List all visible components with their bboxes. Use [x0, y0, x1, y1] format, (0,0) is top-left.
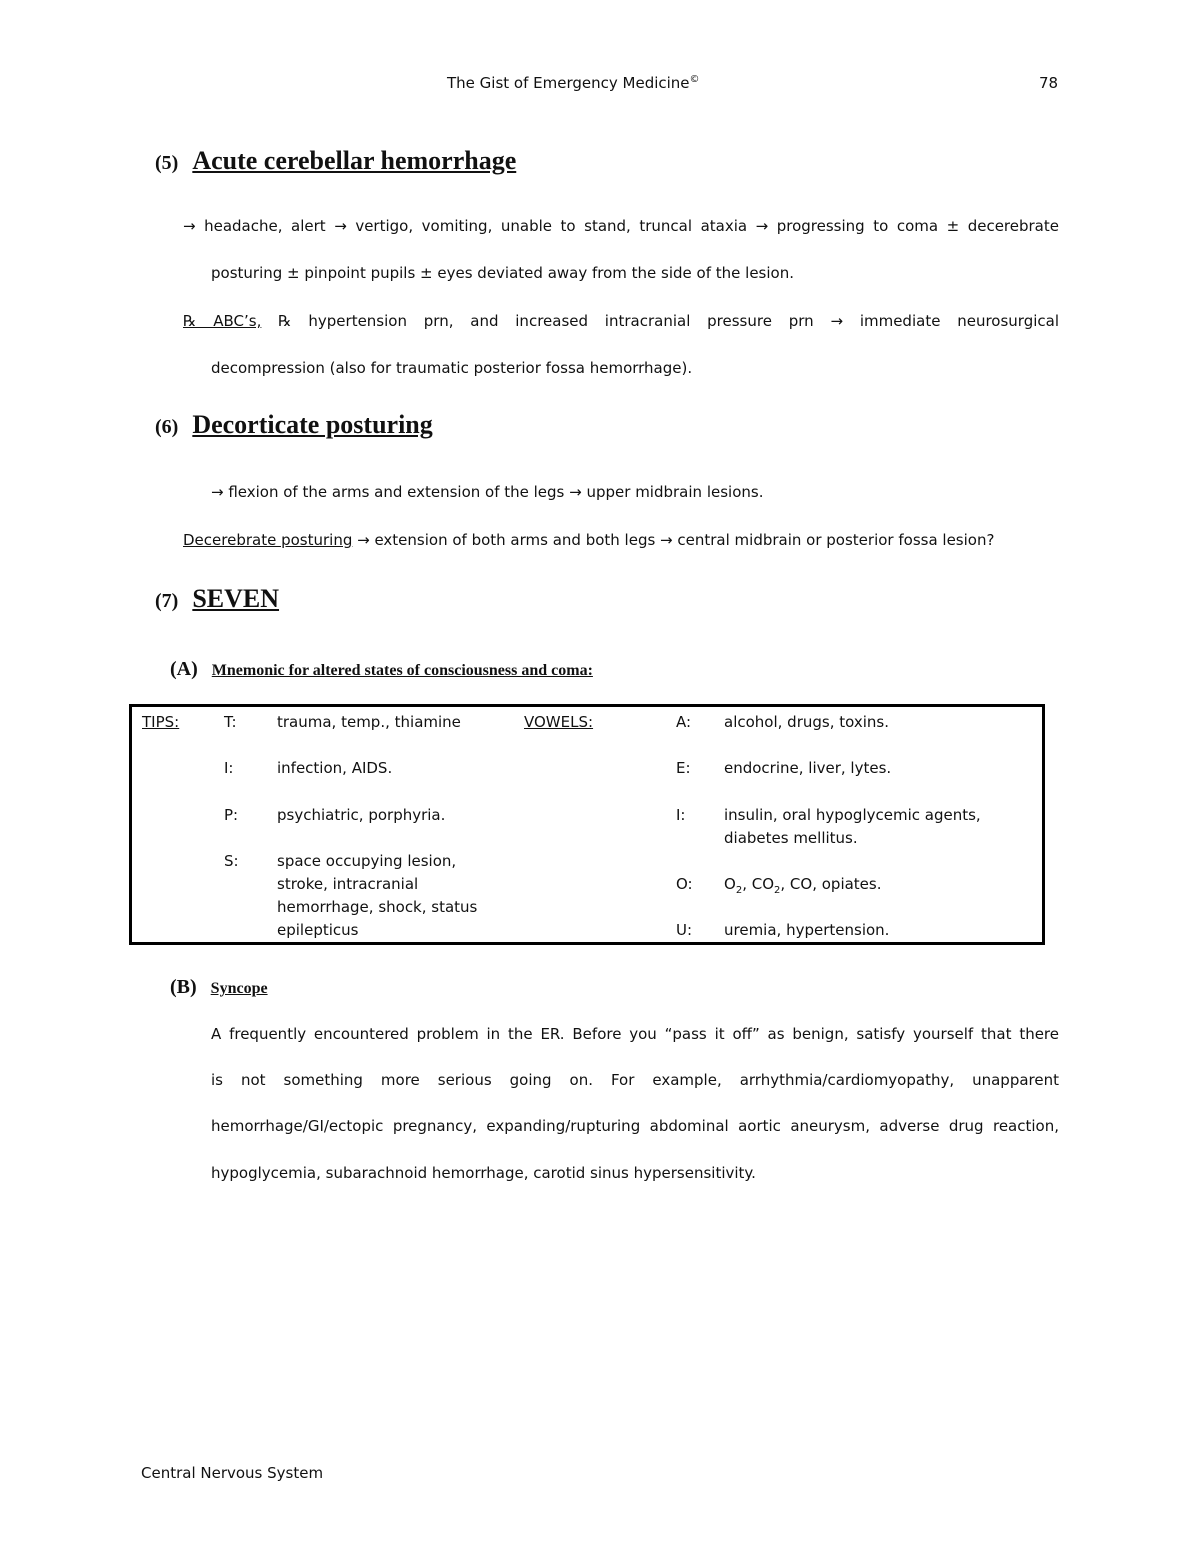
- subsection-number: (B): [170, 976, 197, 998]
- syncope-line-1: A frequently encountered problem in the ER. Before you “pass it off” as benign, satisfy yourself that there: [211, 1025, 1059, 1043]
- vowels-letter: O:: [676, 875, 693, 893]
- decerebrate-label: Decerebrate posturing: [183, 531, 353, 549]
- copyright-mark: ©: [689, 74, 700, 85]
- running-footer: Central Nervous System: [141, 1464, 324, 1482]
- tips-text: infection, AIDS.: [277, 759, 393, 777]
- section-title: Acute cerebellar hemorrhage: [192, 146, 517, 175]
- o2-o: O: [724, 875, 736, 893]
- vowels-letter: A:: [676, 713, 692, 731]
- s5-line-2: posturing ± pinpoint pupils ± eyes deviated away from the side of the lesion.: [211, 264, 794, 282]
- vowels-text: [724, 873, 1024, 902]
- vowels-text: alcohol, drugs, toxins.: [724, 713, 889, 731]
- tips-label: TIPS:: [142, 713, 180, 731]
- section-number: (6): [155, 416, 179, 438]
- s5-rx-line-1: [183, 311, 1059, 331]
- s5-line-1: → headache, alert → vertigo, vomiting, unable to stand, truncal ataxia → progressing to coma ± decerebrate: [183, 217, 1059, 235]
- s6-line-1: → flexion of the arms and extension of the legs → upper midbrain lesions.: [211, 483, 764, 501]
- header-title: The Gist of Emergency Medicine: [447, 74, 690, 92]
- decerebrate-rest: → extension of both arms and both legs → central midbrain or posterior fossa lesion?: [352, 531, 995, 549]
- vowels-letter: E:: [676, 759, 691, 777]
- subsection-a-heading: [170, 658, 593, 681]
- s5-rx-line-2: decompression (also for traumatic posterior fossa hemorrhage).: [211, 359, 693, 377]
- vowels-text: insulin, oral hypoglycemic agents, diabetes mellitus.: [724, 806, 981, 847]
- section-7-heading: [155, 584, 279, 614]
- tips-letter: S:: [224, 852, 239, 870]
- tips-letter: T:: [224, 713, 237, 731]
- section-title: SEVEN: [192, 584, 280, 613]
- tips-text: space occupying lesion, stroke, intracranial hemorrhage, shock, status epilepticus: [277, 852, 478, 939]
- vowels-letter: U:: [676, 921, 693, 939]
- syncope-line-4: hypoglycemia, subarachnoid hemorrhage, carotid sinus hypersensitivity.: [211, 1164, 756, 1182]
- running-header: [447, 74, 700, 92]
- syncope-line-3: hemorrhage/GI/ectopic pregnancy, expanding/rupturing abdominal aortic aneurysm, adverse drug reaction,: [211, 1117, 1059, 1135]
- subsection-number: (A): [170, 658, 198, 680]
- tips-text: trauma, temp., thiamine: [277, 713, 461, 731]
- s6-line-2: [183, 530, 994, 550]
- tips-text: psychiatric, porphyria.: [277, 806, 446, 824]
- tips-letter: I:: [224, 759, 234, 777]
- syncope-line-2: is not something more serious going on. For example, arrhythmia/cardiomyopathy, unapparent: [211, 1071, 1059, 1089]
- o2-sub: 2: [735, 885, 743, 896]
- tips-letter: P:: [224, 806, 239, 824]
- subsection-title: Mnemonic for altered states of consciousness and coma:: [211, 662, 593, 679]
- rx-abc-label: ℞ ABC’s,: [183, 312, 262, 330]
- section-number: (7): [155, 590, 179, 612]
- rx-rest: ℞ hypertension prn, and increased intracranial pressure prn → immediate neurosurgical: [261, 312, 1059, 330]
- vowels-text: endocrine, liver, lytes.: [724, 759, 892, 777]
- section-5-heading: [155, 146, 516, 176]
- co2-sub: 2: [774, 885, 781, 896]
- subsection-b-heading: [170, 976, 268, 999]
- section-number: (5): [155, 152, 179, 174]
- section-6-heading: [155, 410, 433, 440]
- vowels-label: VOWELS:: [524, 713, 594, 731]
- vowels-text: uremia, hypertension.: [724, 921, 890, 939]
- page-number: 78: [1039, 74, 1059, 92]
- mnemonic-table: [129, 704, 1045, 945]
- subsection-title: Syncope: [210, 980, 268, 997]
- co2-co: , CO: [742, 875, 775, 893]
- o-rest: , CO, opiates.: [780, 875, 882, 893]
- section-title: Decorticate posturing: [192, 410, 433, 439]
- vowels-letter: I:: [676, 806, 686, 824]
